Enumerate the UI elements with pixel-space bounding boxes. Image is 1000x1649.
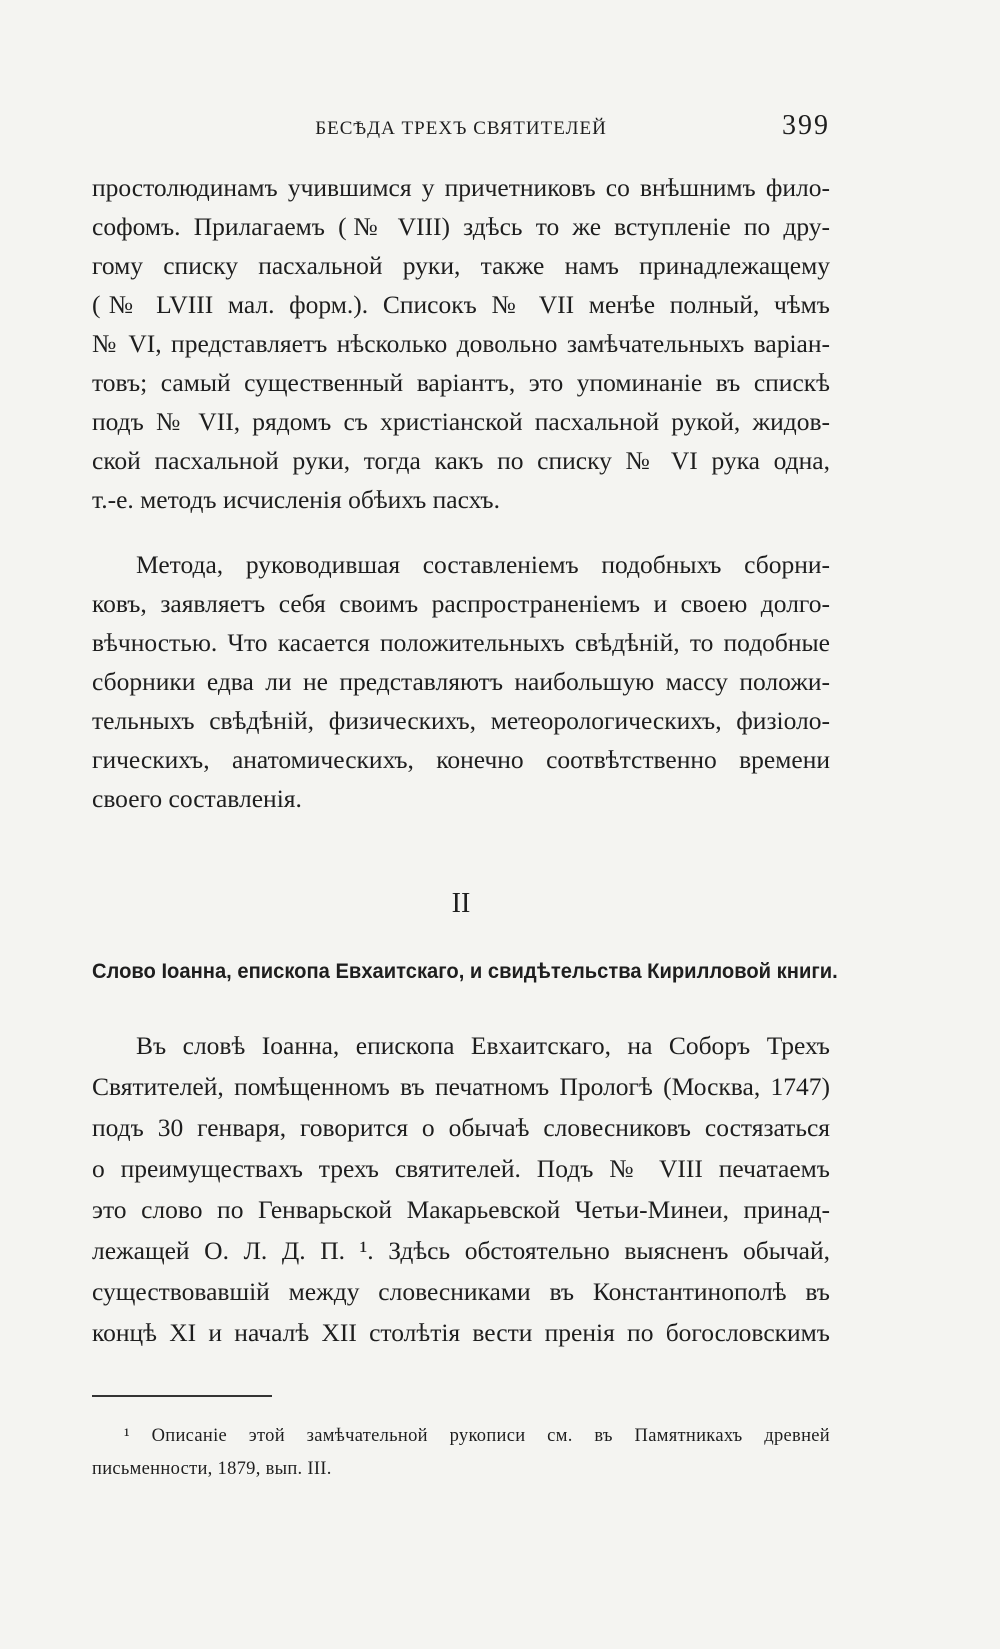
paragraph-2	[92, 545, 830, 818]
footnote-line: письменности, 1879, вып. III.	[92, 1459, 332, 1479]
text-line: подъ 30 генваря, говорится о обычаѣ словесниковъ состязаться	[92, 1113, 830, 1142]
text-line: № VI, представляетъ нѣсколько довольно замѣчательныхъ варіан-	[92, 329, 830, 358]
text-line: Святителей, помѣщенномъ въ печатномъ Прологѣ (Москва, 1747)	[92, 1072, 830, 1101]
running-title: БЕСѢДА ТРЕХЪ СВЯТИТЕЛЕЙ	[315, 118, 607, 139]
text-line: существовавшій между словесниками въ Константинополѣ въ	[92, 1277, 830, 1306]
text-line: (№ LVIII мал. форм.). Списокъ № VII менѣе полный, чѣмъ	[92, 290, 830, 319]
text-line: ковъ, заявляетъ себя своимъ распространеніемъ и своею долго-	[92, 589, 830, 618]
paragraph-1	[92, 168, 830, 519]
text-line: тельныхъ свѣдѣній, физическихъ, метеорологическихъ, физіоло-	[92, 706, 830, 735]
text-line: лежащей О. Л. Д. П. ¹. Здѣсь обстоятельно выясненъ обычай,	[92, 1236, 830, 1265]
text-line: гому списку пасхальной руки, также намъ принадлежащему	[92, 251, 830, 280]
text-line: Въ словѣ Іоанна, епископа Евхаитскаго, на Соборъ Трехъ	[136, 1031, 830, 1060]
text-line: Метода, руководившая составленіемъ подобныхъ сборни-	[136, 550, 830, 579]
section-heading: Слово Іоанна, епископа Евхаитскаго, и свидѣтельства Кирилловой книги.	[92, 960, 838, 983]
section-number: II	[451, 888, 471, 919]
text-line: гическихъ, анатомическихъ, конечно соотвѣтственно времени	[92, 745, 830, 774]
text-line: это слово по Генварьской Макарьевской Четьи-Минеи, принад-	[92, 1195, 830, 1224]
text-line: т.-е. методъ исчисленія обѣихъ пасхъ.	[92, 485, 500, 514]
text-line: ской пасхальной руки, тогда какъ по списку № VI рука одна,	[92, 446, 830, 475]
page-number: 399	[782, 110, 830, 141]
footnote-divider	[92, 1395, 272, 1397]
text-line: концѣ XI и началѣ XII столѣтія вести пренія по богословскимъ	[92, 1318, 830, 1347]
text-line: подъ № VII, рядомъ съ христіанской пасхальной рукой, жидов-	[92, 407, 830, 436]
text-line: сборники едва ли не представляютъ наибольшую массу положи-	[92, 667, 830, 696]
text-line: софомъ. Прилагаемъ (№ VIII) здѣсь то же вступленіе по дру-	[92, 212, 830, 241]
footnote	[92, 1420, 830, 1486]
text-line: о преимуществахъ трехъ святителей. Подъ № VIII печатаемъ	[92, 1154, 830, 1183]
text-line: простолюдинамъ учившимся у причетниковъ со внѣшнимъ фило-	[92, 173, 830, 202]
text-line: товъ; самый существенный варіантъ, это упоминаніе въ спискѣ	[92, 368, 830, 397]
text-line: своего составленія.	[92, 784, 302, 813]
paragraph-3	[92, 1025, 830, 1353]
text-line: вѣчностью. Что касается положительныхъ свѣдѣній, то подобные	[92, 628, 830, 657]
footnote-line: ¹ Описаніе этой замѣчательной рукописи см. въ Памятникахъ древней	[124, 1426, 830, 1446]
running-head	[92, 110, 830, 150]
